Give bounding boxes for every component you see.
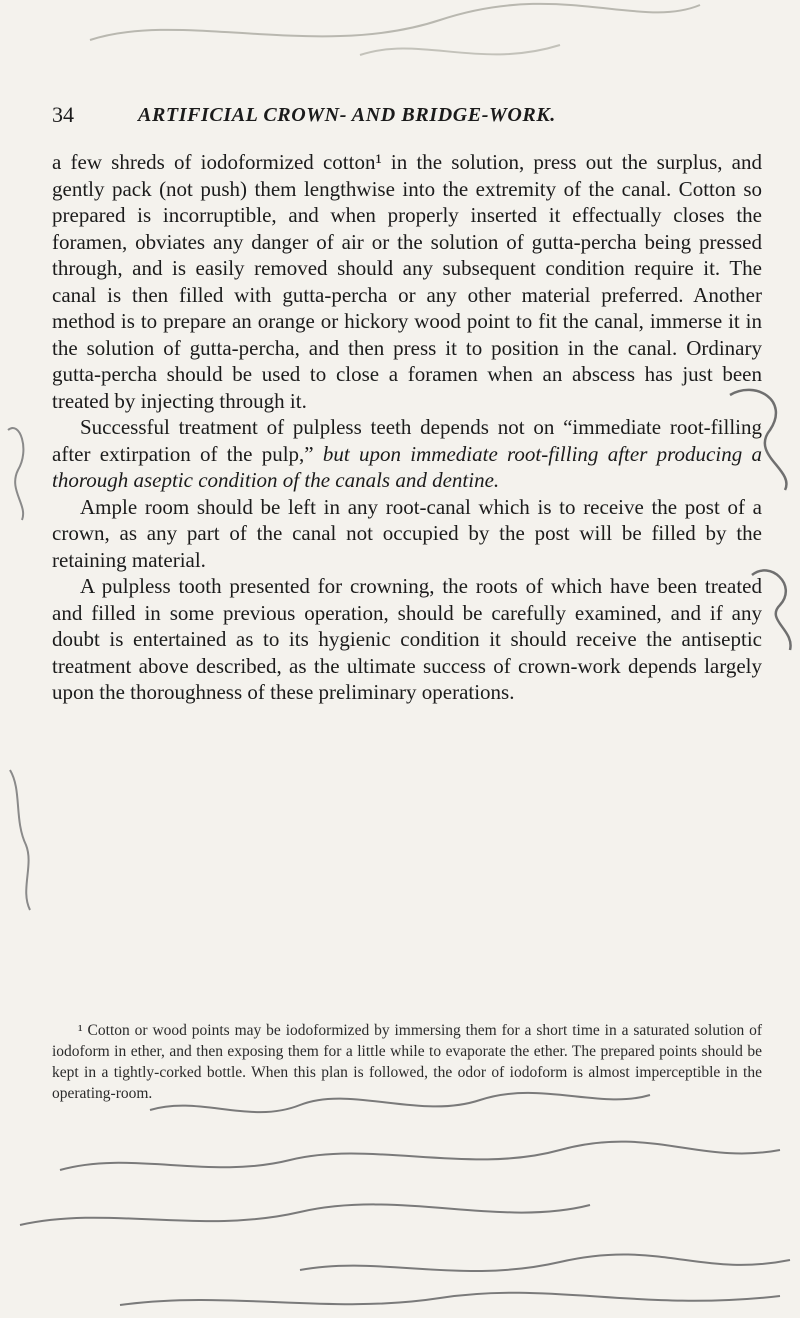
pencil-scribble	[10, 770, 30, 910]
bleed-through-stroke	[360, 45, 560, 55]
paragraph	[52, 414, 762, 494]
running-head: ARTIFICIAL CROWN- AND BRIDGE-WORK.	[138, 104, 556, 126]
paragraph: Ample room should be left in any root-canal which is to receive the post of a crown, as any part of the canal not occupied by the post will be filled by the retaining material.	[52, 494, 762, 572]
bleed-through-stroke	[90, 4, 700, 40]
handwritten-line	[60, 1142, 780, 1170]
handwritten-line	[120, 1293, 780, 1305]
paragraph: a few shreds of iodoformized cotton¹ in the solution, press out the surplus, and gently pack (not push) them lengthwise into the extremity of the canal. Cotton so prepared is incorruptible, and when properly inserted it effectually closes the foramen, obviates any danger of air or the solution of gutta-percha being pressed through, and is easily removed should any subsequent condition require it. The canal is then filled with gutta-percha or any other material preferred. Another method is to prepare an orange or hickory wood point to fit the canal, immerse it in the solution of gutta-percha, and then press it to position in the canal. Ordinary gutta-percha should be used to close a foramen when an abscess has just been treated by injecting through it.	[52, 150, 762, 413]
pencil-scribble	[8, 428, 23, 520]
handwritten-line	[300, 1255, 790, 1272]
body-text	[52, 149, 762, 706]
handwritten-line	[20, 1204, 590, 1225]
page-number: 34	[52, 102, 74, 127]
italic-emphasis: but upon immediate root-filling after producing a thorough aseptic condition of the canals and dentine.	[52, 441, 762, 492]
footnote: ¹ Cotton or wood points may be iodoformized by immersing them for a short time in a saturated solution of iodoform in ether, and then exposing them for a little while to evaporate the ether. The prepared points should be kept in a tightly-corked bottle. When this plan is followed, the odor of iodoform is almost imperceptible in the operating-room.	[52, 1022, 762, 1102]
paragraph: A pulpless tooth presented for crowning, the roots of which have been treated and filled in some previous operation, should be carefully examined, and if any doubt is entertained as to its hygienic condition it should receive the antiseptic treatment above described, as the ultimate success of crown-work depends largely upon the thoroughness of these preliminary operations.	[52, 574, 762, 704]
paragraph-text: Successful treatment of pulpless teeth depends not on “immediate root-filling after extirpation of the pulp,”	[52, 415, 762, 466]
page-header	[52, 100, 772, 130]
